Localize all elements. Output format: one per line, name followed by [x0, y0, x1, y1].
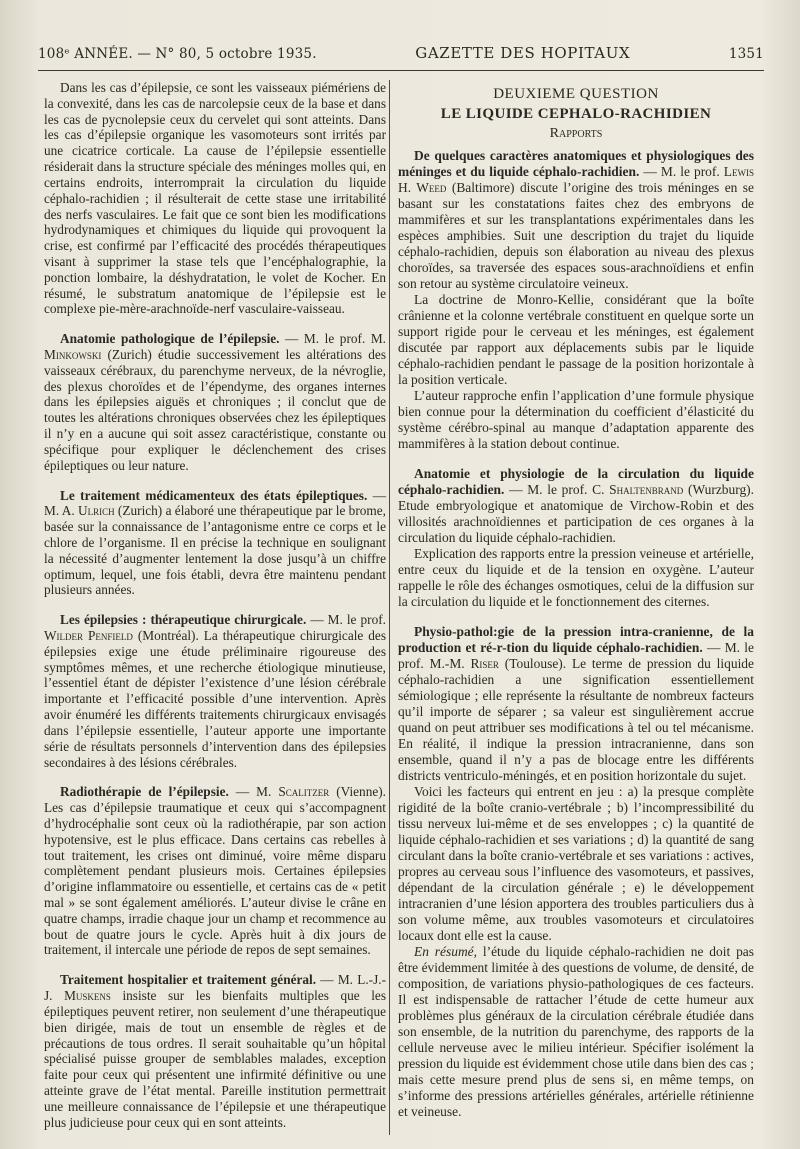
section-caracteres-anatomiques: De quelques caractères anatomiques et physiologiques des méninges et du liquide céphalo-rachidien. — M. le prof. Lewis H. Weed (Baltimore) discute l’origine des trois méninges en se basant sur les constatations faites chez des embryons de mammifères et sur les transplantations expérimentales dans les espèces amphibies. Suit une description du trajet du liquide céphalo-rachidien, depuis son élaboration au niveau des plexus choroïdes, sa traversée des espaces sous-arachnoïdiens et enfin son retour au système circulatoire veineux.: [398, 148, 754, 291]
section-traitement-medicamenteux: Le traitement médicamenteux des états épileptiques. — M. A. Ulrich (Zurich) a élaboré une thérapeutique par le brome, basée sur la connaissance de l’antagonisme entre ce corps et le chlore de l’organisme. Il en précise la technique en soulignant la nécessité d’augmenter lentement la dose jusqu’à un chiffre optimum, lequel, une fois établi, devra être maintenu pendant plusieurs années.: [44, 487, 386, 598]
author-name: Muskens: [64, 988, 111, 1004]
paragraph-formule-physique: L’auteur rapproche enfin l’application d’une formule physique bien connue pour la détermination du coefficient d’élasticité du système cérébro-spinal au manque d’adaptation apparente des mammifères à la station debout continue.: [398, 388, 754, 451]
author-name: Riser: [470, 656, 499, 671]
section-title: Anatomie pathologique de l’épilepsie.: [60, 331, 280, 347]
left-column: [44, 80, 386, 1130]
section-circulation-liquide: Anatomie et physiologie de la circulation du liquide céphalo-rachidien. — M. le prof. C. Shaltenbrand (Wurzburg). Etude embryologique et anatomique de Virchow-Robin et des villosités arachnoïdiennes et participation de ces organes à la circulation du liquide céphalo-rachidien.: [398, 466, 755, 545]
page-header: [38, 44, 764, 66]
issue-info: 108ᵉ ANNÉE. — N° 80, 5 octobre 1935.: [38, 46, 317, 62]
author-name: Ulrich: [78, 503, 115, 519]
question-heading: DEUXIEME QUESTION: [493, 86, 659, 102]
section-radiotherapie: Radiothérapie de l’épilepsie. — M. Scalitzer (Vienne). Les cas d’épilepsie traumatique et ceux qui s’accompagnent d’hydrocéphalie sont ceux où la radiothérapie, par son action hypotensive, est le plus efficace. Dans certains cas rebelles à tout traitement, les crises ont diminué, voire même disparu complètement pendant plusieurs mois. Certaines épilepsies d’origine inflammatoire ou essentielle, et certains cas de « petit mal » se sont également améliorés. L’auteur divise le crâne en quatre champs, irradie chaque jour un champ et recommence au bout de quatre jours le cycle. Après huit à dix jours de traitement, il intercale une période de repos de sept semaines.: [44, 784, 387, 958]
section-pression-intracranienne: Physio-pathol:gie de la pression intra-cranienne, de la production et ré-r-tion du liquide céphalo-rachidien. — M. le prof. M.-M. Riser (Toulouse). Le terme de pression du liquide céphalo-rachidien a une signification essentiellement sémiologique ; elle représente la résultante de nombreux facteurs qu’il importe de séparer ; sa valeur est singulièrement accrue quand on peut attribuer ses modifications à tel ou tel mécanisme. En réalité, il indique la pression intracranienne, dans son ensemble, quand il n’y a pas de blocage entre les différents districts ventriculo-méningés, et en position horizontale du sujet.: [398, 624, 754, 783]
paragraph-pression-veineuse: Explication des rapports entre la pression veineuse et artérielle, entre ceux du liquide et de la tension en oxygène. L’auteur rappelle le rôle des échanges osmotiques, celui de la diffusion sur la circulation du liquide et le fonctionnement des citernes.: [398, 546, 754, 609]
author-name: Scalitzer: [278, 784, 330, 800]
journal-title: GAZETTE DES HOPITAUX: [415, 44, 631, 62]
section-traitement-hospitalier: Traitement hospitalier et traitement général. — M. L.-J.-J. Muskens insiste sur les bienfaits multiples que les épileptiques peuvent retirer, non seulement d’une thérapeutique bien dirigée, mais de tout un ensemble de règles et de précautions de tous ordres. Il serait souhaitable qu’un hôpital spécialisé puisse grouper de semblables malades, exception faite pour ceux qui présentent une infirmité définitive ou une atteinte grave de l’état mental. Pareille institution permettrait une meilleure connaissance de l’épilepsie et une thérapeutique plus judicieuse pour ceux qui en sont atteints.: [44, 972, 387, 1130]
section-title: Physio-pathol:gie de la pression intra-cranienne, de la production et ré-r-tion du liquide céphalo-rachidien.: [398, 624, 754, 655]
paragraph-epilepsy-vessels: Dans les cas d’épilepsie, ce sont les vaisseaux piémériens de la convexité, dans les cas de narcolepsie ceux de la base et dans les cas de pycnolepsie ceux du cervelet qui sont atteints. Dans les cas d’épilepsie organique les vasomoteurs sont irrités par une cicatrice corticale. La cause de l’épilepsie essentielle résiderait dans la structure spéciale des méninges molles qui, en certains endroits, interromprait la circulation du liquide céphalo-rachidien ; il résulterait de cette stase une irritabilité des nerfs vasculaires. Le fait que ce sont bien les modifications hydrodynamiques et chimiques du liquide qui provoquent la crise, est confirmé par l’efficacité des procédés thérapeutiques visant à supprimer la stase tels que l’encéphalographie, la ponction lombaire, la déshydratation, le volet de Kocher. En résumé, le substratum anatomique de l’épilepsie est le complexe pie-mère-arachnoïde-nerf vasculaire-vaisseau.: [44, 80, 386, 317]
author-name: Minkowski: [44, 347, 102, 362]
reports-heading: Rapports: [549, 126, 603, 141]
section-title: Anatomie et physiologie de la circulation du liquide céphalo-rachidien.: [398, 466, 754, 497]
section-title: Radiothérapie de l’épilepsie.: [60, 784, 229, 800]
author-name: Shaltenbrand: [609, 482, 684, 497]
author-name: Wilder Penfield: [44, 628, 133, 643]
right-column: [398, 80, 754, 1120]
section-title: De quelques caractères anatomiques et physiologiques des méninges et du liquide céphalo-rachidien.: [398, 148, 754, 179]
page-number: 1351: [728, 46, 764, 62]
section-anatomie-pathologique: Anatomie pathologique de l’épilepsie. — M. le prof. M. Minkowski (Zurich) étudie successivement les altérations des vaisseaux cérébraux, du parenchyme nerveux, de la névroglie, des plexus choroïdes et de l’épendyme, des organes internes dans les épilepsies aiguës et chroniques ; il conclut que de toutes les altérations chroniques observées chez les épileptiques il n’y en a aucune qui soit assez caractéristique, constante ou spécifique pour expliquer le déclenchement des crises épileptiques ou leur nature.: [44, 331, 386, 473]
header-rule: [38, 70, 764, 71]
section-title: Traitement hospitalier et traitement général.: [60, 972, 317, 988]
section-title: Le traitement médicamenteux des états épileptiques.: [60, 487, 368, 503]
section-therapeutique-chirurgicale: Les épilepsies : thérapeutique chirurgicale. — M. le prof. Wilder Penfield (Montréal). La thérapeutique chirurgicale des épilepsies exige une étude préliminaire rigoureuse des symptômes mêmes, et une recherche étiologique minutieuse, l’essentiel étant de dépister l’existence d’une lésion cérébrale importante et l’efficacité possible d’une intervention. Après avoir énuméré les différents traitements chirurgicaux envisagés dans l’épilepsie essentielle, l’auteur apporte une importante série de résultats personnels d’intervention dans des épilepsies secondaires à des lésions cérébrales.: [44, 612, 386, 770]
column-divider: [389, 80, 390, 1135]
topic-heading: LE LIQUIDE CEPHALO-RACHIDIEN: [440, 106, 712, 122]
author-name: Lewis H. Weed: [398, 164, 754, 195]
section-title: Les épilepsies : thérapeutique chirurgicale.: [60, 612, 307, 628]
paragraph-en-resume: En résumé, l’étude du liquide céphalo-rachidien ne doit pas être évidemment limitée à des questions de volume, de densité, de composition, de variations physio-pathologiques de ces facteurs. Il est indispensable de rattacher l’étude de cette humeur aux problèmes plus généraux de la circulation cérébrale étudiée dans son ensemble, de la nutrition du parenchyme, des rapports de la cellule nerveuse avec le milieu intérieur. Spécifier isolément la pression du liquide est évidemment chose utile dans bien des cas ; mais cette mesure prend plus de sens si, en même temps, on s’informe des pressions artérielles générales, artérielle rétinienne et veineuse.: [398, 944, 754, 1119]
paragraph-facteurs: Voici les facteurs qui entrent en jeu : a) la presque complète rigidité de la boîte cranio-vertébrale ; b) l’incompressibilité du tissu nerveux lui-même et de ses enveloppes ; c) la quantité de liquide céphalo-rachidien et ses variations ; d) la quantité de sang circulant dans la boîte cranio-vertébrale et ses variations : actives, propres au cerveau sous l’influence des vasomoteurs, et passives, dépendant de la circulation générale ; e) le développement intracranien d’une lésion apportera des troubles particuliers dus à son volume même, aux troubles vasomoteurs et circulatoires locaux dont elle est la cause.: [398, 784, 754, 943]
paragraph-monro-kellie: La doctrine de Monro-Kellie, considérant que la boîte crânienne et la colonne vertébrale constituent en quelque sorte un support rigide pour le cerveau et les méninges, est également discutée par rapport aux déplacements subis par le liquide céphalo-rachidien pendant le passage de la position horizontale à la position verticale.: [398, 292, 754, 387]
